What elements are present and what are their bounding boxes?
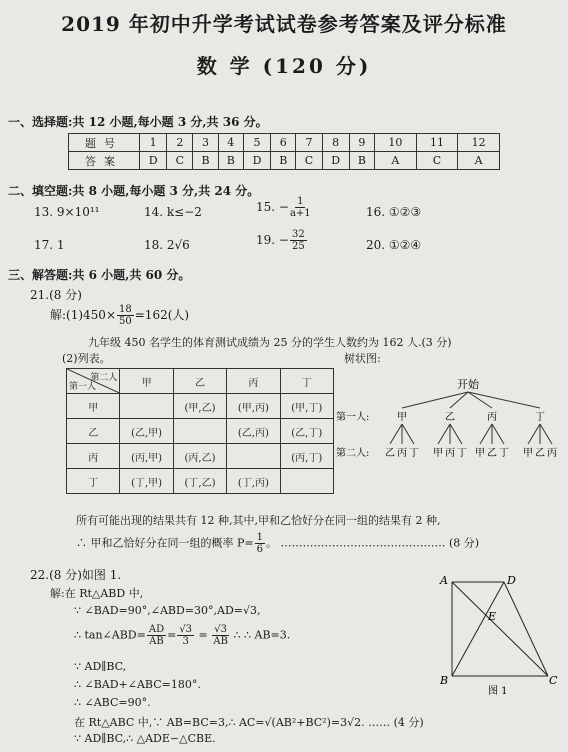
grid-cell	[120, 394, 173, 419]
segment-dc	[504, 582, 548, 676]
point-e: E	[488, 610, 497, 623]
q22-line5: ∴ ∠BAD+∠ABC=180°.	[74, 678, 201, 691]
answer-15: 15. − $\frac{1}{a+1}$	[256, 196, 311, 219]
question-number: 8	[322, 134, 349, 152]
grid-cell: (甲,丁)	[280, 394, 333, 419]
grid-cell: (丁,丙)	[227, 469, 280, 494]
tree-first-node: 丁	[535, 412, 545, 423]
question-number: 6	[271, 134, 296, 152]
tree-branch	[402, 424, 414, 444]
answer-cell: C	[167, 152, 193, 170]
grid-row-header: 丁	[67, 469, 120, 494]
grid-col-header: 甲	[120, 369, 173, 394]
point-c: C	[549, 674, 558, 687]
tree-second-label: 第二人:	[336, 448, 370, 459]
tree-second-node: 丙	[445, 448, 455, 459]
q22-line7: 在 Rt△ABC 中,∵ AB=BC=3,∴ AC=√(AB²+BC²)=3√2. …… (4 分)	[74, 716, 424, 729]
grid-cell	[173, 419, 226, 444]
tree-second-node: 丙	[547, 448, 557, 459]
grid-cell	[280, 469, 333, 494]
tree-branch	[528, 424, 540, 444]
tree-first-node: 丙	[487, 412, 497, 423]
segment-bd	[452, 582, 504, 676]
q22-header: 22.(8 分)如图 1.	[30, 568, 122, 582]
answer-13: 13. 9×10¹¹	[34, 205, 100, 219]
q21-line3a: (2)列表。	[62, 352, 111, 365]
grid-cell: (乙,丙)	[227, 419, 280, 444]
fraction: $\frac{18}{50}$	[119, 304, 132, 327]
q21-line5: ∴ 甲和乙恰好分在同一组的概率 P= $\frac{1}{6}$ 。 ……………………………………… (8 分)	[76, 532, 480, 555]
tree-second-node: 甲	[433, 448, 443, 459]
answer-17: 17. 1	[34, 238, 65, 252]
tree-branch	[390, 424, 402, 444]
page-title: 2019 年初中升学考试试卷参考答案及评分标准	[61, 12, 507, 36]
grid-cell: (丙,乙)	[173, 444, 226, 469]
grid-cell: (丁,乙)	[173, 469, 226, 494]
answer-cell: A	[458, 152, 500, 170]
outcome-table	[66, 368, 334, 494]
fraction: $\frac{1}{6}$	[256, 532, 263, 555]
question-number: 11	[416, 134, 458, 152]
part2-heading: 二、填空题:共 8 小题,每小题 3 分,共 24 分。	[8, 184, 260, 198]
q21-line2: 九年级 450 名学生的体育测试成绩为 25 分的学生人数约为 162 人.(3 分)	[88, 336, 452, 349]
question-number: 9	[349, 134, 374, 152]
subject-title: 数 学 (120 分)	[196, 54, 372, 78]
answer-cell: B	[218, 152, 243, 170]
question-number: 5	[243, 134, 270, 152]
row-label-number: 题号	[69, 134, 140, 152]
answer-cell: D	[322, 152, 349, 170]
question-number: 2	[167, 134, 193, 152]
fraction: $\frac{AD}{AB}$	[148, 624, 165, 647]
q22-line1: 解:在 Rt△ABD 中,	[50, 587, 144, 600]
grid-cell: (丙,丁)	[280, 444, 333, 469]
tree-second-node: 乙	[487, 448, 497, 459]
tree-second-node: 丁	[499, 448, 509, 459]
q22-line6: ∴ ∠ABC=90°.	[74, 696, 151, 709]
grid-col-header: 丁	[280, 369, 333, 394]
q21-line1: 解:(1)450× $\frac{18}{50}$ =162(人)	[50, 304, 190, 327]
tree-second-node: 丁	[457, 448, 467, 459]
tree-branch	[438, 424, 450, 444]
answer-cell: B	[271, 152, 296, 170]
tree-second-node: 甲	[523, 448, 533, 459]
answer-cell: B	[349, 152, 374, 170]
figure-1	[436, 572, 562, 698]
tree-diagram	[336, 376, 562, 466]
answer-cell: A	[375, 152, 417, 170]
tree-second-node: 丙	[397, 448, 407, 459]
answer-16: 16. ①②③	[366, 205, 422, 219]
q22-line3: ∴ tan∠ABD= $\frac{AD}{AB}$ = $\frac{√3}{3}$ = $\frac{√3}{AB}$ ∴ ∴ AB=3.	[74, 624, 291, 647]
fraction: $\frac{1}{a+1}$	[289, 196, 311, 219]
answer-20: 20. ①②④	[366, 238, 422, 252]
q21-header: 21.(8 分)	[30, 288, 82, 302]
answer-19: 19. − $\frac{32}{25}$	[256, 229, 305, 252]
grid-cell	[227, 444, 280, 469]
fraction: $\frac{√3}{3}$	[179, 624, 193, 647]
grid-row-header: 丙	[67, 444, 120, 469]
answer-14: 14. k≤−2	[144, 205, 202, 219]
answer-cell: C	[416, 152, 458, 170]
fraction: $\frac{√3}{AB}$	[213, 624, 228, 647]
point-d: D	[507, 574, 516, 587]
question-number: 1	[140, 134, 167, 152]
tree-first-node: 甲	[397, 412, 407, 423]
tree-second-node: 甲	[475, 448, 485, 459]
question-number: 12	[458, 134, 500, 152]
grid-row-header: 乙	[67, 419, 120, 444]
answer-table	[68, 133, 500, 170]
tree-branch	[468, 392, 540, 408]
grid-cell: (丙,甲)	[120, 444, 173, 469]
question-number: 7	[296, 134, 322, 152]
answer-cell: B	[193, 152, 218, 170]
question-number: 4	[218, 134, 243, 152]
grid-cell: (丁,甲)	[120, 469, 173, 494]
tree-second-node: 乙	[385, 448, 395, 459]
tree-start: 开始	[457, 378, 479, 391]
point-a: A	[440, 574, 448, 587]
grid-col-header: 乙	[173, 369, 226, 394]
grid-cell: (甲,丙)	[227, 394, 280, 419]
answer-cell: D	[243, 152, 270, 170]
grid-row-header: 甲	[67, 394, 120, 419]
segment-ac	[452, 582, 548, 676]
tree-branch	[402, 392, 468, 408]
q21-line4: 所有可能出现的结果共有 12 种,其中,甲和乙恰好分在同一组的结果有 2 种,	[76, 514, 441, 527]
answer-18: 18. 2√6	[144, 238, 190, 252]
tree-second-node: 丁	[409, 448, 419, 459]
tree-first-label: 第一人:	[336, 412, 370, 423]
question-number: 10	[375, 134, 417, 152]
grid-cell: (乙,丁)	[280, 419, 333, 444]
part1-heading: 一、选择题:共 12 小题,每小题 3 分,共 36 分。	[8, 115, 268, 129]
figure-caption: 图 1	[488, 686, 508, 697]
corner-cell: 第二人 第一人	[67, 369, 120, 394]
q22-line4: ∵ AD∥BC,	[74, 660, 127, 673]
q21-line3b: 树状图:	[344, 352, 381, 365]
tree-branch	[450, 424, 462, 444]
grid-cell: (乙,甲)	[120, 419, 173, 444]
tree-second-node: 乙	[535, 448, 545, 459]
grid-col-header: 丙	[227, 369, 280, 394]
q22-line2: ∵ ∠BAD=90°,∠ABD=30°,AD=√3,	[74, 604, 261, 617]
point-b: B	[440, 674, 449, 687]
question-number: 3	[193, 134, 218, 152]
part3-heading: 三、解答题:共 6 小题,共 60 分。	[8, 268, 191, 282]
tree-branch	[540, 424, 552, 444]
tree-first-node: 乙	[445, 412, 455, 423]
row-label-answer: 答案	[69, 152, 140, 170]
answer-cell: D	[140, 152, 167, 170]
tree-branch	[492, 424, 504, 444]
grid-cell: (甲,乙)	[173, 394, 226, 419]
q22-line8: ∵ AD∥BC,∴ △ADE∽△CBE.	[74, 732, 216, 745]
tree-branch	[480, 424, 492, 444]
answer-cell: C	[296, 152, 322, 170]
fraction: $\frac{32}{25}$	[291, 229, 305, 252]
